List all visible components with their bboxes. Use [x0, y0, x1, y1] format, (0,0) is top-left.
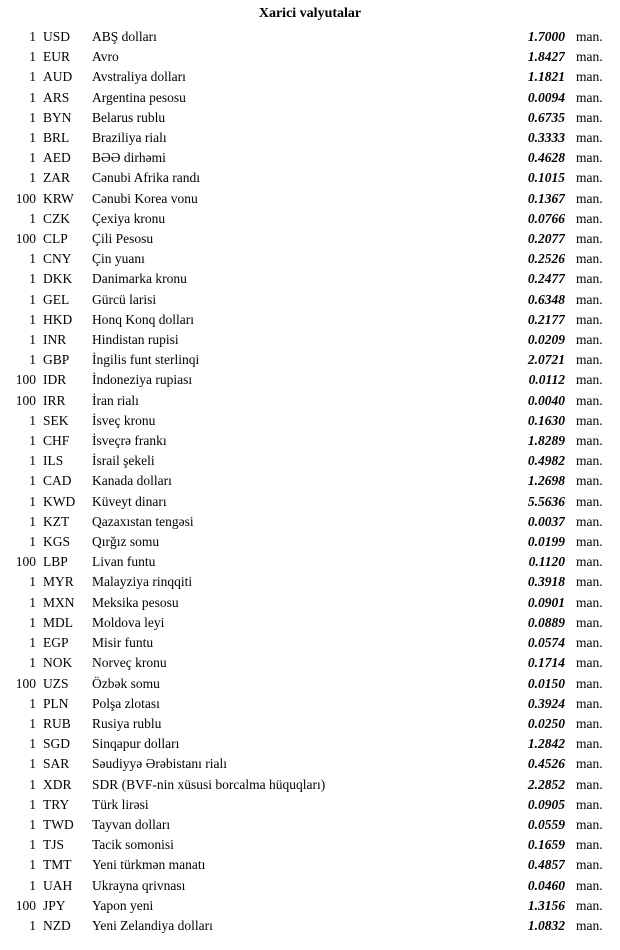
currency-name: Avro — [92, 49, 119, 65]
currency-rate: 0.0901 — [527, 594, 565, 610]
currency-code: CZK — [43, 210, 70, 226]
currency-code: KRW — [43, 190, 74, 206]
table-row — [0, 815, 620, 835]
currency-unit: man. — [576, 69, 603, 85]
currency-unit: man. — [576, 109, 603, 125]
currency-name: Çexiya kronu — [92, 210, 166, 226]
currency-code: SAR — [43, 756, 70, 772]
currency-name: Rusiya rublu — [92, 715, 162, 731]
currency-code: ZAR — [43, 170, 70, 186]
currency-rate: 0.0250 — [527, 715, 565, 731]
currency-name: Livan funtu — [92, 554, 156, 570]
currency-name: Malayziya rinqqiti — [92, 574, 193, 590]
currency-name: Cənubi Afrika randı — [92, 170, 200, 186]
currency-unit: man. — [576, 695, 603, 711]
currency-code: EGP — [43, 635, 69, 651]
currency-quantity: 1 — [29, 534, 36, 550]
currency-code: MXN — [43, 594, 75, 610]
currency-code: ILS — [43, 453, 64, 469]
currency-unit: man. — [576, 29, 603, 44]
currency-unit: man. — [576, 231, 603, 247]
currency-unit: man. — [576, 453, 603, 469]
table-row — [0, 67, 620, 87]
currency-name: BƏƏ dirhəmi — [92, 150, 166, 166]
currency-code: EUR — [43, 49, 70, 65]
table-row — [0, 269, 620, 289]
currency-name: Yapon yeni — [92, 897, 154, 913]
table-row — [0, 370, 620, 390]
currency-name: Səudiyyə Ərəbistanı rialı — [92, 756, 227, 772]
currency-name: Qırğız somu — [92, 534, 160, 550]
currency-quantity: 1 — [29, 109, 36, 125]
currency-unit: man. — [576, 635, 603, 651]
currency-rate: 0.3924 — [527, 695, 565, 711]
currency-unit: man. — [576, 715, 603, 731]
currency-code: TRY — [43, 796, 70, 812]
currency-quantity: 100 — [15, 897, 36, 913]
table-row — [0, 330, 620, 350]
currency-quantity: 1 — [29, 736, 36, 752]
currency-unit: man. — [576, 473, 603, 489]
currency-rate: 0.4982 — [527, 453, 565, 469]
currency-name: Tacik somonisi — [92, 837, 174, 853]
currency-unit: man. — [576, 89, 603, 105]
table-row — [0, 209, 620, 229]
currency-quantity: 1 — [29, 412, 36, 428]
currency-code: KWD — [43, 493, 76, 509]
currency-quantity: 1 — [29, 655, 36, 671]
table-row — [0, 532, 620, 552]
table-row — [0, 633, 620, 653]
currency-quantity: 1 — [29, 635, 36, 651]
currency-rate: 0.1120 — [528, 554, 565, 570]
currency-rate: 0.0766 — [527, 210, 565, 226]
currency-quantity: 1 — [29, 574, 36, 590]
currency-rate: 2.0721 — [527, 352, 565, 368]
currency-name: Yeni Zelandiya dolları — [92, 917, 213, 933]
currency-rate: 0.0460 — [527, 877, 565, 893]
table-row — [0, 714, 620, 734]
currency-unit: man. — [576, 816, 603, 832]
currency-unit: man. — [576, 837, 603, 853]
currency-name: SDR (BVF-nin xüsusi borcalma hüquqları) — [92, 776, 326, 792]
currency-name: Honq Konq dolları — [92, 311, 194, 327]
currency-code: ARS — [43, 89, 70, 105]
currency-code: CHF — [43, 433, 70, 449]
table-row — [0, 189, 620, 209]
currency-unit: man. — [576, 372, 603, 388]
currency-name: Meksika pesosu — [92, 594, 179, 610]
currency-quantity: 1 — [29, 69, 36, 85]
currency-code: INR — [43, 332, 67, 348]
currency-name: Argentina pesosu — [92, 89, 186, 105]
currency-unit: man. — [576, 534, 603, 550]
currency-code: LBP — [43, 554, 68, 570]
currency-name: Sinqapur dolları — [92, 736, 180, 752]
currency-quantity: 1 — [29, 776, 36, 792]
currency-code: GBP — [43, 352, 70, 368]
currency-rate: 0.0209 — [527, 332, 565, 348]
currency-unit: man. — [576, 897, 603, 913]
currency-name: İsrail şekeli — [92, 453, 155, 469]
currency-quantity: 1 — [29, 453, 36, 469]
table-row — [0, 613, 620, 633]
table-row — [0, 88, 620, 108]
currency-code: HKD — [43, 311, 73, 327]
currency-rate: 0.0905 — [527, 796, 565, 812]
table-row — [0, 795, 620, 815]
table-row — [0, 492, 620, 512]
currency-unit: man. — [576, 311, 603, 327]
currency-code: NOK — [43, 655, 73, 671]
currency-unit: man. — [576, 392, 603, 408]
currency-name: Avstraliya dolları — [92, 69, 186, 85]
currency-unit: man. — [576, 433, 603, 449]
currency-rates-table — [0, 27, 620, 936]
currency-rate: 0.6735 — [527, 109, 565, 125]
currency-unit: man. — [576, 675, 603, 691]
currency-quantity: 100 — [15, 231, 36, 247]
currency-rate: 1.8427 — [527, 49, 565, 65]
currency-code: CLP — [43, 231, 68, 247]
table-row — [0, 572, 620, 592]
currency-rate: 0.0889 — [527, 614, 565, 630]
currency-quantity: 1 — [29, 513, 36, 529]
currency-quantity: 1 — [29, 89, 36, 105]
currency-unit: man. — [576, 796, 603, 812]
currency-code: TMT — [43, 857, 72, 873]
currency-quantity: 1 — [29, 756, 36, 772]
currency-rate: 0.1630 — [527, 412, 565, 428]
currency-unit: man. — [576, 190, 603, 206]
table-row — [0, 471, 620, 491]
currency-rate: 1.2842 — [527, 736, 565, 752]
currency-unit: man. — [576, 291, 603, 307]
currency-unit: man. — [576, 271, 603, 287]
currency-quantity: 1 — [29, 29, 36, 44]
currency-name: ABŞ dolları — [92, 29, 157, 44]
currency-quantity: 1 — [29, 695, 36, 711]
currency-name: İsveçrə frankı — [92, 433, 167, 449]
currency-name: Ukrayna qrivnası — [92, 877, 186, 893]
currency-code: TJS — [43, 837, 65, 853]
currency-code: GEL — [43, 291, 70, 307]
currency-rate: 0.1015 — [527, 170, 565, 186]
currency-quantity: 1 — [29, 49, 36, 65]
table-row — [0, 451, 620, 471]
currency-rate: 0.2526 — [527, 251, 565, 267]
currency-quantity: 1 — [29, 210, 36, 226]
currency-quantity: 1 — [29, 433, 36, 449]
table-row — [0, 876, 620, 896]
currency-code: JPY — [43, 897, 66, 913]
table-row — [0, 108, 620, 128]
currency-code: IDR — [43, 372, 67, 388]
currency-quantity: 1 — [29, 311, 36, 327]
currency-code: DKK — [43, 271, 73, 287]
table-row — [0, 734, 620, 754]
currency-code: XDR — [43, 776, 72, 792]
currency-rate: 0.4628 — [527, 150, 565, 166]
currency-rate: 1.8289 — [527, 433, 565, 449]
currency-unit: man. — [576, 594, 603, 610]
currency-code: KGS — [43, 534, 71, 550]
currency-rate: 1.0832 — [527, 917, 565, 933]
currency-unit: man. — [576, 513, 603, 529]
currency-name: Küveyt dinarı — [92, 493, 167, 509]
table-row — [0, 249, 620, 269]
currency-unit: man. — [576, 210, 603, 226]
currency-unit: man. — [576, 756, 603, 772]
currency-unit: man. — [576, 170, 603, 186]
table-row — [0, 229, 620, 249]
currency-rate: 5.5636 — [527, 493, 565, 509]
currency-name: Kanada dolları — [92, 473, 172, 489]
currency-code: UZS — [43, 675, 69, 691]
table-row — [0, 916, 620, 936]
currency-name: Gürcü larisi — [92, 291, 157, 307]
table-row — [0, 754, 620, 774]
page-title: Xarici valyutalar — [258, 6, 362, 21]
currency-name: İndoneziya rupiası — [92, 372, 193, 388]
currency-code: SGD — [43, 736, 71, 752]
currency-rate: 0.1367 — [527, 190, 565, 206]
table-row — [0, 310, 620, 330]
currency-unit: man. — [576, 352, 603, 368]
table-row — [0, 896, 620, 916]
currency-unit: man. — [576, 574, 603, 590]
currency-code: UAH — [43, 877, 73, 893]
currency-rate: 0.0559 — [527, 816, 565, 832]
currency-name: Qazaxıstan tengəsi — [92, 513, 194, 529]
currency-code: BRL — [43, 130, 70, 146]
currency-unit: man. — [576, 554, 603, 570]
currency-rate: 0.0574 — [527, 635, 565, 651]
table-row — [0, 775, 620, 795]
currency-rate: 0.0150 — [527, 675, 565, 691]
currency-name: Misir funtu — [92, 635, 154, 651]
currency-rates-body — [0, 27, 620, 936]
currency-quantity: 1 — [29, 332, 36, 348]
currency-unit: man. — [576, 655, 603, 671]
table-row — [0, 431, 620, 451]
currency-unit: man. — [576, 614, 603, 630]
table-row — [0, 694, 620, 714]
currency-unit: man. — [576, 332, 603, 348]
currency-name: Özbək somu — [92, 675, 160, 691]
currency-unit: man. — [576, 776, 603, 792]
table-row — [0, 411, 620, 431]
currency-code: TWD — [43, 816, 74, 832]
currency-code: CNY — [43, 251, 72, 267]
currency-unit: man. — [576, 49, 603, 65]
table-row — [0, 855, 620, 875]
currency-quantity: 1 — [29, 594, 36, 610]
currency-code: MYR — [43, 574, 74, 590]
currency-rate: 1.3156 — [527, 897, 565, 913]
currency-quantity: 1 — [29, 715, 36, 731]
currency-unit: man. — [576, 877, 603, 893]
currency-name: Cənubi Korea vonu — [92, 190, 198, 206]
currency-code: RUB — [43, 715, 71, 731]
currency-code: USD — [43, 29, 71, 44]
currency-name: Hindistan rupisi — [92, 332, 179, 348]
currency-rate: 0.2177 — [527, 311, 565, 327]
currency-code: IRR — [43, 392, 66, 408]
table-row — [0, 47, 620, 67]
currency-name: Tayvan dolları — [92, 816, 171, 832]
currency-rate: 0.4857 — [527, 857, 565, 873]
currency-quantity: 1 — [29, 816, 36, 832]
currency-name: İngilis funt sterlinqi — [92, 352, 200, 368]
currency-rate: 0.3333 — [527, 130, 565, 146]
currency-name: Moldova leyi — [92, 614, 165, 630]
table-row — [0, 835, 620, 855]
currency-name: Çili Pesosu — [92, 231, 154, 247]
currency-rate: 0.1714 — [527, 655, 565, 671]
table-row — [0, 391, 620, 411]
currency-quantity: 100 — [15, 372, 36, 388]
currency-code: BYN — [43, 109, 72, 125]
currency-quantity: 1 — [29, 150, 36, 166]
currency-unit: man. — [576, 251, 603, 267]
table-row — [0, 552, 620, 572]
currency-quantity: 1 — [29, 251, 36, 267]
currency-quantity: 1 — [29, 170, 36, 186]
currency-rate: 0.0112 — [528, 372, 565, 388]
currency-rate: 0.2077 — [527, 231, 565, 247]
table-row — [0, 512, 620, 532]
currency-rate: 0.1659 — [527, 837, 565, 853]
currency-name: Belarus rublu — [92, 109, 166, 125]
currency-name: Braziliya rialı — [92, 130, 167, 146]
table-row — [0, 593, 620, 613]
currency-rate: 1.2698 — [527, 473, 565, 489]
currency-quantity: 100 — [15, 190, 36, 206]
currency-name: İran rialı — [92, 392, 139, 408]
currency-code: PLN — [43, 695, 69, 711]
currency-unit: man. — [576, 130, 603, 146]
currency-code: CAD — [43, 473, 72, 489]
currency-name: Çin yuanı — [92, 251, 145, 267]
currency-rate: 0.0037 — [527, 513, 565, 529]
currency-rate: 1.7000 — [527, 29, 565, 44]
currency-quantity: 1 — [29, 917, 36, 933]
currency-quantity: 1 — [29, 493, 36, 509]
currency-quantity: 1 — [29, 614, 36, 630]
currency-quantity: 1 — [29, 877, 36, 893]
currency-quantity: 1 — [29, 857, 36, 873]
currency-code: MDL — [43, 614, 73, 630]
currency-unit: man. — [576, 150, 603, 166]
currency-name: Türk lirəsi — [92, 796, 149, 812]
currency-name: Danimarka kronu — [92, 271, 187, 287]
currency-quantity: 1 — [29, 837, 36, 853]
table-row — [0, 653, 620, 673]
currency-rate: 0.2477 — [527, 271, 565, 287]
currency-quantity: 1 — [29, 271, 36, 287]
currency-name: İsveç kronu — [92, 412, 156, 428]
currency-rate: 2.2852 — [527, 776, 565, 792]
currency-rate: 0.4526 — [527, 756, 565, 772]
currency-rate: 0.6348 — [527, 291, 565, 307]
currency-name: Yeni türkmən manatı — [92, 857, 206, 873]
currency-quantity: 100 — [15, 554, 36, 570]
currency-rate: 0.3918 — [527, 574, 565, 590]
currency-unit: man. — [576, 412, 603, 428]
currency-name: Polşa zlotası — [92, 695, 160, 711]
currency-unit: man. — [576, 857, 603, 873]
currency-code: AUD — [43, 69, 73, 85]
currency-quantity: 1 — [29, 473, 36, 489]
table-row — [0, 27, 620, 47]
currency-quantity: 100 — [15, 392, 36, 408]
currency-code: SEK — [43, 412, 69, 428]
currency-quantity: 1 — [29, 130, 36, 146]
table-row — [0, 168, 620, 188]
table-row — [0, 674, 620, 694]
currency-quantity: 1 — [29, 352, 36, 368]
table-row — [0, 148, 620, 168]
currency-unit: man. — [576, 493, 603, 509]
currency-quantity: 100 — [15, 675, 36, 691]
currency-code: NZD — [43, 917, 71, 933]
table-row — [0, 290, 620, 310]
currency-code: AED — [43, 150, 71, 166]
currency-rate: 1.1821 — [527, 69, 565, 85]
currency-rate: 0.0199 — [527, 534, 565, 550]
currency-rate: 0.0040 — [527, 392, 565, 408]
table-row — [0, 350, 620, 370]
currency-rate: 0.0094 — [527, 89, 565, 105]
currency-name: Norveç kronu — [92, 655, 167, 671]
currency-unit: man. — [576, 917, 603, 933]
currency-quantity: 1 — [29, 796, 36, 812]
currency-unit: man. — [576, 736, 603, 752]
currency-code: KZT — [43, 513, 70, 529]
table-row — [0, 128, 620, 148]
currency-quantity: 1 — [29, 291, 36, 307]
